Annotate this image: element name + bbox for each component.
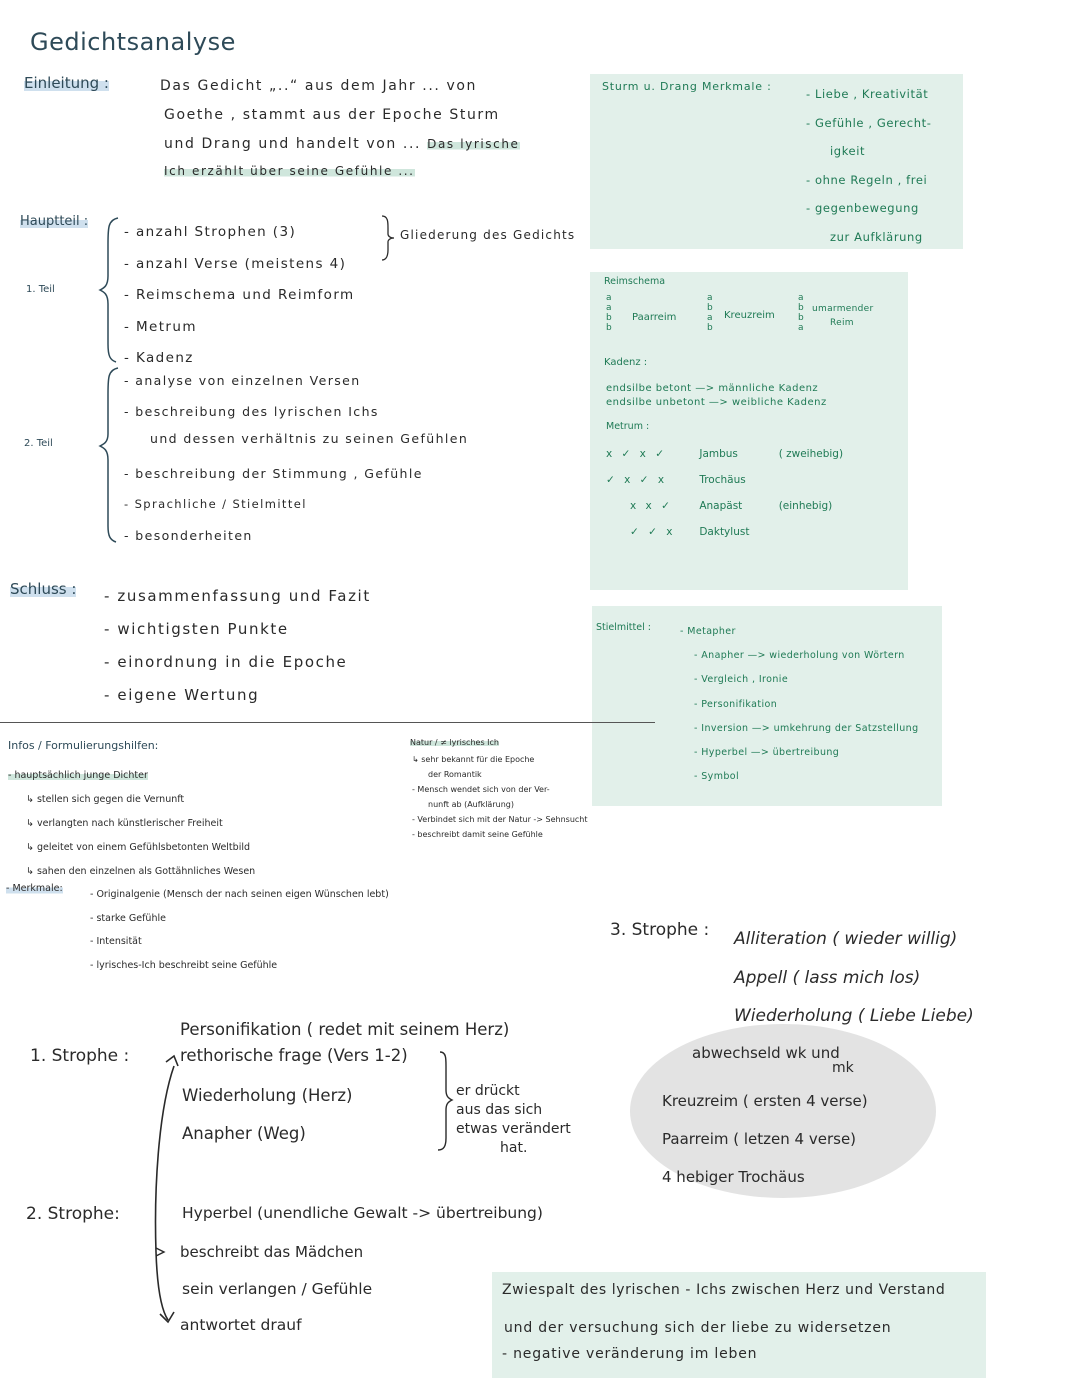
infos-lines — [8, 764, 255, 884]
natur-line: nunft ab (Aufklärung) — [428, 800, 514, 809]
merkmale-list — [90, 883, 389, 977]
ellipse-line: 4 hebiger Trochäus — [662, 1168, 805, 1186]
sturm-item: igkeit — [830, 144, 866, 158]
kreuzreim-label: Kreuzreim — [724, 310, 775, 321]
stilmittel-label: Stielmittel : — [596, 622, 651, 633]
metrum-row — [606, 474, 775, 486]
teil1-list — [124, 217, 355, 375]
paarreim-label: Paarreim — [632, 312, 677, 323]
metrum-note: (einhebig) — [778, 500, 833, 512]
teil2-item: - analyse von einzelnen Versen — [124, 373, 361, 388]
reim-letter: b — [798, 303, 805, 313]
merkmale-label — [6, 883, 63, 894]
reim-letter: b — [798, 313, 805, 323]
reim-letter: a — [798, 293, 804, 303]
strophe2-line: Hyperbel (unendliche Gewalt -> übertreibung) — [182, 1204, 543, 1222]
strophe1-note-line: er drückt — [456, 1083, 520, 1099]
paarreim-letters — [606, 293, 612, 333]
strophe1-brace — [436, 1050, 456, 1152]
schluss-list — [104, 580, 371, 712]
zwiespalt-line: - negative veränderung im leben — [502, 1346, 758, 1362]
einleitung-highlight: Das lyrische — [427, 137, 520, 151]
einleitung-line-2: Goethe , stammt aus der Epoche Sturm — [164, 107, 500, 123]
strophe1-line: Personifikation ( redet mit seinem Herz) — [180, 1020, 510, 1039]
teil2-label: 2. Teil — [24, 438, 53, 449]
stilmittel-item: - Metapher — [680, 626, 736, 637]
teil1-item: - Metrum — [124, 318, 197, 335]
teil2-list — [124, 373, 468, 543]
stilmittel-item: - Anapher —> wiederholung von Wörtern — [694, 650, 905, 662]
merkmale-item: - Originalgenie (Mensch der nach seinen eigen Wünschen lebt) — [90, 889, 389, 900]
natur-line: der Romantik — [428, 770, 482, 779]
infos-line: ↳ verlangten nach künstlerischer Freiheit — [26, 818, 223, 829]
metrum-note: ( zweihebig) — [778, 448, 844, 460]
ellipse-lines — [662, 1082, 868, 1196]
reim-letter: a — [707, 313, 713, 323]
metrum-marks: x ✓ x ✓ — [606, 448, 668, 460]
section-divider — [0, 722, 655, 723]
merkmale-item: - Intensität — [90, 936, 142, 947]
kadenz-line: endsilbe betont —> männliche Kadenz — [606, 383, 819, 394]
strophe1-note — [456, 1082, 571, 1158]
umarmend-label-2: Reim — [830, 318, 854, 328]
stilmittel-item: - Personifikation — [694, 698, 778, 710]
strophe1-note-line: hat. — [500, 1140, 528, 1156]
strophe3-lines — [734, 920, 974, 1036]
strophe3-line: Wiederholung ( Liebe Liebe) — [734, 1006, 974, 1026]
teil1-label: 1. Teil — [26, 284, 55, 295]
reim-letter: b — [606, 313, 613, 323]
teil2-item: und dessen verhältnis zu seinen Gefühlen — [150, 431, 469, 446]
reim-letter: a — [798, 323, 804, 333]
infos-line: ↳ geleitet von einem Gefühlsbetonten Weltbild — [26, 842, 251, 853]
metrum-row — [606, 448, 843, 460]
zwiespalt-line: und der versuchung sich der liebe zu widersetzen — [504, 1320, 892, 1336]
infos-label: Infos / Formulierungshilfen: — [8, 739, 159, 752]
metrum-row — [630, 526, 749, 538]
strophe3-line: Alliteration ( wieder willig) — [734, 929, 958, 949]
ellipse-line: Kreuzreim ( ersten 4 verse) — [662, 1092, 868, 1110]
reim-letter: a — [606, 293, 612, 303]
metrum-row — [630, 500, 832, 512]
infos-line: ↳ sahen den einzelnen als Gottähnliches Wesen — [26, 866, 256, 877]
strophe1-line: Wiederholung (Herz) — [182, 1086, 353, 1105]
gliederung-brace — [378, 214, 398, 262]
reimschema-label: Reimschema — [604, 276, 666, 287]
umarmend-letters — [798, 293, 804, 333]
kreuzreim-letters — [707, 293, 713, 333]
teil1-item: - anzahl Verse (meistens 4) — [124, 255, 347, 272]
strophe2-line: antwortet drauf — [180, 1316, 302, 1334]
ellipse-line: Paarreim ( letzen 4 verse) — [662, 1130, 857, 1148]
metrum-name: Daktylust — [699, 526, 750, 538]
kadenz-label: Kadenz : — [604, 357, 648, 368]
sturm-item: zur Aufklärung — [830, 229, 923, 244]
infos-line: ↳ stellen sich gegen die Vernunft — [26, 794, 185, 805]
strophe2-line: sein verlangen / Gefühle — [182, 1280, 373, 1298]
zwiespalt-line: Zwiespalt des lyrischen - Ichs zwischen Herz und Verstand — [502, 1282, 946, 1298]
strophe2-line: beschreibt das Mädchen — [180, 1243, 364, 1261]
teil2-item: - beschreibung der Stimmung , Gefühle — [124, 466, 423, 481]
natur-label — [410, 738, 499, 747]
reim-letter: b — [707, 323, 714, 333]
sturm-drang-label: Sturm u. Drang Merkmale : — [602, 80, 772, 93]
reim-letter: b — [707, 303, 714, 313]
natur-line: - Verbindet sich mit der Natur -> Sehnsucht — [412, 815, 588, 824]
umarmend-label-1: umarmender — [812, 304, 874, 314]
ellipse-line: mk — [832, 1060, 854, 1076]
sturm-item: - Liebe , Kreativität — [806, 87, 929, 101]
einleitung-line-4: Ich erzählt über seine Gefühle ... — [164, 164, 415, 178]
metrum-marks: x x ✓ — [630, 500, 673, 512]
schluss-item: - einordnung in die Epoche — [104, 653, 348, 671]
einleitung-line-3 — [164, 136, 520, 152]
kadenz-lines — [606, 382, 827, 410]
teil2-item: - besonderheiten — [124, 528, 253, 543]
gliederung-label: Gliederung des Gedichts — [400, 228, 576, 242]
sturm-item: - Gefühle , Gerecht- — [806, 115, 932, 130]
teil1-item: - Kadenz — [124, 350, 194, 366]
schluss-item: - eigene Wertung — [104, 686, 260, 704]
reim-letter: a — [606, 303, 612, 313]
strophe1-note-line: aus das sich — [456, 1102, 543, 1118]
teil2-item: - beschreibung des lyrischen Ichs — [124, 404, 379, 419]
natur-line: - beschreibt damit seine Gefühle — [412, 830, 543, 839]
einleitung-label: Einleitung : — [24, 74, 109, 92]
teil1-item: - Reimschema und Reimform — [124, 287, 355, 303]
strophe2-label: 2. Strophe: — [26, 1204, 120, 1224]
merkmale-item: - starke Gefühle — [90, 912, 166, 924]
metrum-label: Metrum : — [606, 421, 650, 432]
merkmale-item: - lyrisches-Ich beschreibt seine Gefühle — [90, 959, 278, 971]
metrum-name: Trochäus — [699, 474, 746, 486]
sturm-item: - ohne Regeln , frei — [806, 172, 928, 187]
hauptteil-label: Hauptteil : — [20, 214, 89, 229]
teil1-item: - anzahl Strophen (3) — [124, 224, 297, 240]
strophe3-line: Appell ( lass mich los) — [734, 967, 921, 988]
stilmittel-item: - Hyperbel —> übertreibung — [694, 747, 840, 759]
reim-letter: b — [606, 323, 613, 333]
page-title: Gedichtsanalyse — [30, 28, 236, 56]
ellipse-line: abwechseld wk und — [692, 1044, 840, 1062]
metrum-marks: ✓ x ✓ x — [606, 474, 668, 486]
merkmale-label-text: - Merkmale: — [6, 883, 63, 894]
stilmittel-item: - Inversion —> umkehrung der Satzstellung — [694, 722, 919, 734]
stilmittel-item: - Vergleich , Ironie — [694, 674, 789, 686]
schluss-label: Schluss : — [10, 580, 77, 598]
sturm-item: - gegenbewegung — [806, 201, 919, 215]
metrum-name: Jambus — [699, 448, 738, 460]
einleitung-line-1: Das Gedicht „..“ aus dem Jahr ... von — [160, 78, 478, 94]
kadenz-line: endsilbe unbetont —> weibliche Kadenz — [606, 397, 827, 408]
reim-letter: a — [707, 293, 713, 303]
stilmittel-list — [680, 620, 919, 789]
strophe1-line: rethorische frage (Vers 1-2) — [180, 1046, 408, 1065]
metrum-name: Anapäst — [699, 500, 743, 512]
einleitung-line-3-text: und Drang und handelt von ... — [164, 136, 422, 152]
metrum-marks: ✓ ✓ x — [630, 526, 676, 538]
natur-line: ↳ sehr bekannt für die Epoche — [412, 755, 535, 764]
natur-lines — [412, 752, 588, 842]
teil2-item: - Sprachliche / Stielmittel — [124, 497, 307, 511]
strophe1-label: 1. Strophe : — [30, 1046, 130, 1066]
strophe1-note-line: etwas verändert — [456, 1121, 571, 1137]
natur-label-text: Natur / ≠ lyrisches Ich — [410, 738, 499, 747]
infos-line: - hauptsächlich junge Dichter — [8, 770, 148, 781]
sturm-drang-list — [806, 80, 931, 251]
schluss-item: - zusammenfassung und Fazit — [104, 587, 371, 605]
strophe1-line: Anapher (Weg) — [182, 1124, 306, 1143]
strophe3-label: 3. Strophe : — [610, 920, 710, 940]
schluss-item: - wichtigsten Punkte — [104, 620, 289, 638]
natur-line: - Mensch wendet sich von der Ver- — [412, 785, 550, 794]
stilmittel-item: - Symbol — [694, 771, 740, 783]
